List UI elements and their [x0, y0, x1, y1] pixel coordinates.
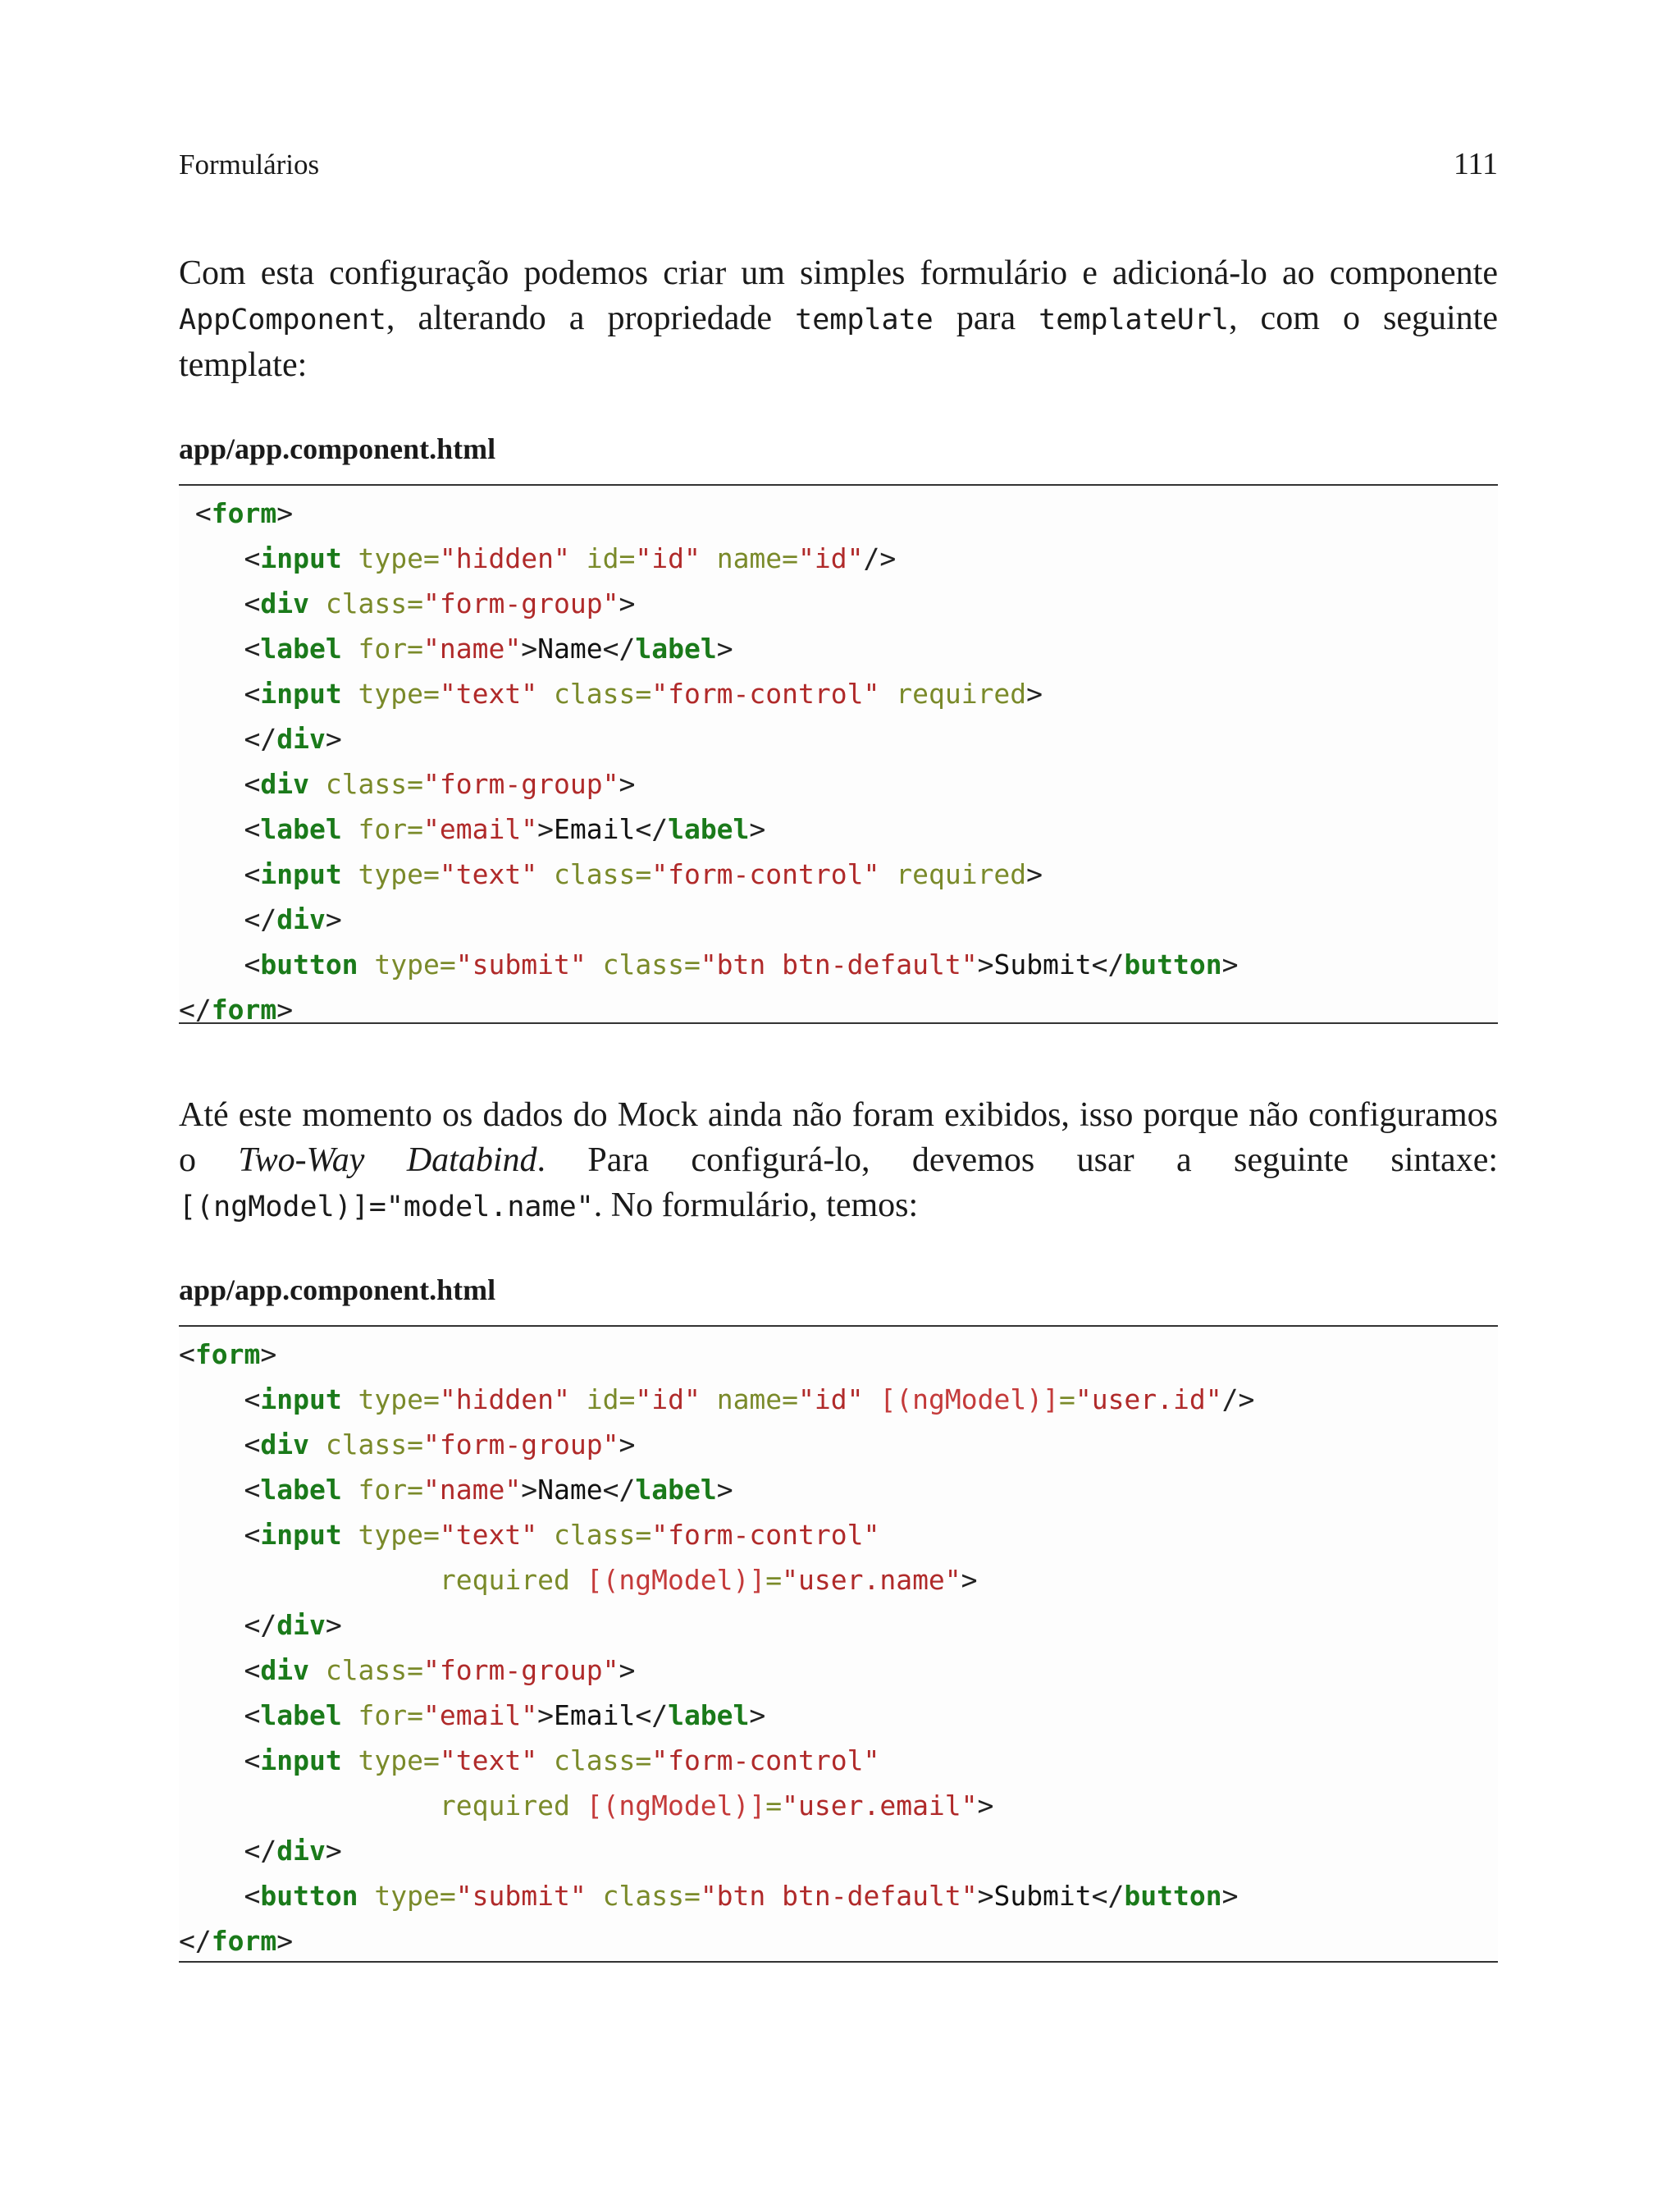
- intro-code-appcomponent: AppComponent: [179, 304, 386, 336]
- code-token: "submit": [455, 1880, 587, 1912]
- code-token: form: [194, 1338, 261, 1370]
- code-token: "email": [423, 1699, 538, 1731]
- code-token: >: [537, 813, 554, 845]
- code-token: </: [179, 1609, 277, 1641]
- code-token: <: [179, 678, 261, 710]
- code-token: input: [260, 542, 342, 574]
- code-token: =: [765, 1564, 783, 1596]
- code-token: "form-group": [423, 768, 619, 800]
- code-line: [179, 1783, 1498, 1828]
- code-token: input: [260, 858, 342, 890]
- code-token: div: [276, 1609, 326, 1641]
- code-token: label: [260, 1474, 342, 1506]
- code-token: div: [276, 903, 326, 935]
- code-token: <: [179, 1519, 261, 1551]
- code-line: [179, 626, 1498, 671]
- code-token: "name": [423, 633, 522, 665]
- code-line: [179, 1512, 1498, 1557]
- code-token: </: [635, 813, 669, 845]
- code-token: class=: [537, 858, 652, 890]
- code-token: type=: [358, 949, 456, 981]
- code-token: >: [1026, 858, 1043, 890]
- code-token: [(ngModel)]: [569, 1790, 766, 1822]
- code-token: <: [179, 1699, 261, 1731]
- code-token: <: [179, 542, 261, 574]
- code-token: button: [1124, 1880, 1222, 1912]
- code-token: >: [276, 1925, 294, 1957]
- running-head: [179, 146, 1498, 182]
- code-token: "btn btn-default": [700, 1880, 978, 1912]
- code-token: >: [716, 633, 733, 665]
- code-token: type=: [341, 858, 440, 890]
- code-token: class=: [537, 1744, 652, 1776]
- code-listing-2: [179, 1325, 1498, 1963]
- code-token: "form-group": [423, 587, 619, 619]
- intro-text-2: , alterando a propriedade: [386, 299, 796, 337]
- code-token: [(ngModel)]: [569, 1564, 766, 1596]
- code-token: button: [260, 949, 358, 981]
- code-line: [179, 1422, 1498, 1467]
- code-token: >: [749, 813, 766, 845]
- code-line: [179, 536, 1498, 581]
- code-token: Submit: [993, 949, 1092, 981]
- code-token: input: [260, 1744, 342, 1776]
- code-token: <: [179, 813, 261, 845]
- code-token: <: [179, 1880, 261, 1912]
- code-line: [179, 761, 1498, 807]
- code-token: "form-group": [423, 1654, 619, 1686]
- code-token: </: [179, 1925, 212, 1957]
- middle-text-2: . Para configurá-lo, devemos usar a seguinte sintaxe:: [536, 1141, 1499, 1179]
- code-token: >: [961, 1564, 978, 1596]
- code-token: type=: [341, 1519, 440, 1551]
- code-token: >: [749, 1699, 766, 1731]
- middle-text-1: Até este momento os dados do Mock ainda não foram exibidos, isso porque não configuramos o: [179, 1096, 1498, 1179]
- intro-code-templateurl: templateUrl: [1039, 304, 1229, 336]
- code-token: <: [179, 858, 261, 890]
- code-line: [179, 671, 1498, 716]
- code-token: "id": [798, 542, 864, 574]
- code-token: name=: [700, 1383, 799, 1415]
- code-token: </: [602, 633, 636, 665]
- code-token: button: [260, 1880, 358, 1912]
- code-token: class=: [308, 768, 424, 800]
- code-token: label: [635, 1474, 717, 1506]
- code-listing-1: [179, 484, 1498, 1024]
- code-line: [179, 1693, 1498, 1738]
- code-token: class=: [586, 949, 701, 981]
- code-token: >: [619, 768, 636, 800]
- code-token: input: [260, 1383, 342, 1415]
- code-token: <: [179, 1338, 195, 1370]
- code-token: [(ngModel)]: [863, 1383, 1059, 1415]
- code-token: >: [977, 1790, 994, 1822]
- code-line: [179, 1377, 1498, 1422]
- code-token: div: [276, 1835, 326, 1867]
- code-line: [179, 1602, 1498, 1648]
- code-token: </: [1091, 1880, 1125, 1912]
- code-token: label: [635, 633, 717, 665]
- code-token: required: [179, 1564, 570, 1596]
- code-token: >: [325, 723, 342, 755]
- intro-text-4: , com o seguinte template:: [179, 299, 1498, 384]
- code-token: type=: [358, 1880, 456, 1912]
- code-token: >: [276, 994, 294, 1026]
- code-token: "form-control": [651, 858, 880, 890]
- code-token: <: [179, 587, 261, 619]
- code-token: input: [260, 678, 342, 710]
- code-line: [179, 1873, 1498, 1918]
- code-token: <: [179, 497, 212, 529]
- code-token: type=: [341, 1383, 440, 1415]
- code-line: [179, 1738, 1498, 1783]
- code-line: [179, 942, 1498, 987]
- page-number: 111: [1453, 147, 1498, 181]
- code-token: <: [179, 1654, 261, 1686]
- code-line: [179, 1467, 1498, 1512]
- code-line: [179, 581, 1498, 626]
- code-token: type=: [341, 542, 440, 574]
- code-token: </: [602, 1474, 636, 1506]
- code-token: id=: [569, 542, 636, 574]
- code-token: "text": [439, 1519, 538, 1551]
- code-token: class=: [308, 1654, 424, 1686]
- code-token: "form-group": [423, 1428, 619, 1460]
- code-token: >: [619, 1654, 636, 1686]
- code-token: form: [211, 497, 277, 529]
- code-token: "hidden": [439, 542, 570, 574]
- code-token: Submit: [993, 1880, 1092, 1912]
- code-token: "text": [439, 858, 538, 890]
- code-token: type=: [341, 678, 440, 710]
- code-token: div: [260, 1654, 309, 1686]
- code-token: "id": [798, 1383, 864, 1415]
- code-token: "name": [423, 1474, 522, 1506]
- code-token: "hidden": [439, 1383, 570, 1415]
- code-token: />: [1221, 1383, 1255, 1415]
- code-token: </: [179, 903, 277, 935]
- code-line: [179, 1557, 1498, 1602]
- code-token: >: [619, 587, 636, 619]
- code-line: [179, 1828, 1498, 1873]
- code-token: </: [1091, 949, 1125, 981]
- code-line: [179, 491, 1498, 536]
- code-token: />: [863, 542, 897, 574]
- code-token: "user.email": [782, 1790, 978, 1822]
- code-token: for=: [341, 1699, 424, 1731]
- code-line: [179, 716, 1498, 761]
- code-token: "user.name": [782, 1564, 961, 1596]
- code-token: "id": [635, 1383, 701, 1415]
- code-line: [179, 897, 1498, 942]
- intro-code-template: template: [795, 304, 934, 336]
- code-token: <: [179, 1428, 261, 1460]
- code-token: >: [537, 1699, 554, 1731]
- code-token: label: [260, 633, 342, 665]
- code-token: for=: [341, 633, 424, 665]
- code-token: "user.id": [1075, 1383, 1222, 1415]
- code-line: [179, 1918, 1498, 1963]
- code-line: [179, 852, 1498, 897]
- code-token: >: [977, 1880, 994, 1912]
- code-token: >: [260, 1338, 277, 1370]
- code-token: <: [179, 1744, 261, 1776]
- code-line: [179, 1332, 1498, 1377]
- code-token: required: [879, 858, 1027, 890]
- code-token: class=: [537, 1519, 652, 1551]
- code-token: </: [635, 1699, 669, 1731]
- code-token: >: [716, 1474, 733, 1506]
- code-token: </: [179, 723, 277, 755]
- code-line: [179, 987, 1498, 1032]
- code-token: <: [179, 1474, 261, 1506]
- code-token: >: [1221, 949, 1239, 981]
- code-token: "btn btn-default": [700, 949, 978, 981]
- code-token: class=: [586, 1880, 701, 1912]
- code-token: >: [521, 1474, 538, 1506]
- code-token: required: [879, 678, 1027, 710]
- code-token: "email": [423, 813, 538, 845]
- intro-paragraph: [179, 251, 1498, 388]
- code-token: "id": [635, 542, 701, 574]
- code-token: input: [260, 1519, 342, 1551]
- code-token: >: [325, 1609, 342, 1641]
- code-token: "form-control": [651, 1744, 880, 1776]
- code-token: </: [179, 994, 212, 1026]
- listing-1-title: app/app.component.html: [179, 432, 496, 465]
- code-token: "form-control": [651, 678, 880, 710]
- code-token: class=: [537, 678, 652, 710]
- code-token: Name: [537, 1474, 603, 1506]
- code-token: class=: [308, 587, 424, 619]
- code-token: "form-control": [651, 1519, 880, 1551]
- code-token: label: [668, 813, 750, 845]
- code-token: class=: [308, 1428, 424, 1460]
- intro-text-1: Com esta configuração podemos criar um simples formulário e adicioná-lo ao componente: [179, 254, 1498, 292]
- code-token: >: [276, 497, 294, 529]
- intro-text-3: para: [933, 299, 1039, 337]
- code-token: button: [1124, 949, 1222, 981]
- code-token: form: [211, 994, 277, 1026]
- code-token: =: [765, 1790, 783, 1822]
- code-line: [179, 1648, 1498, 1693]
- code-token: for=: [341, 813, 424, 845]
- code-token: type=: [341, 1744, 440, 1776]
- code-token: >: [325, 903, 342, 935]
- code-token: div: [276, 723, 326, 755]
- code-token: label: [260, 813, 342, 845]
- code-token: Name: [537, 633, 603, 665]
- middle-code-ngmodel: [(ngModel)]="model.name": [179, 1191, 594, 1223]
- code-token: form: [211, 1925, 277, 1957]
- chapter-title: Formulários: [179, 149, 320, 181]
- code-token: <: [179, 1383, 261, 1415]
- code-token: label: [668, 1699, 750, 1731]
- code-token: >: [977, 949, 994, 981]
- middle-text-3: . No formulário, temos:: [593, 1186, 919, 1224]
- code-token: "text": [439, 678, 538, 710]
- code-token: required: [179, 1790, 570, 1822]
- code-token: <: [179, 633, 261, 665]
- code-token: "text": [439, 1744, 538, 1776]
- code-token: div: [260, 587, 309, 619]
- code-token: div: [260, 768, 309, 800]
- code-token: </: [179, 1835, 277, 1867]
- code-token: div: [260, 1428, 309, 1460]
- code-line: [179, 807, 1498, 852]
- code-token: label: [260, 1699, 342, 1731]
- code-token: >: [325, 1835, 342, 1867]
- middle-paragraph: [179, 1093, 1498, 1230]
- code-token: Email: [553, 813, 636, 845]
- middle-emphasis: Two-Way Databind: [238, 1141, 537, 1179]
- code-token: "submit": [455, 949, 587, 981]
- code-token: >: [619, 1428, 636, 1460]
- code-token: id=: [569, 1383, 636, 1415]
- code-token: <: [179, 768, 261, 800]
- code-token: >: [521, 633, 538, 665]
- code-token: >: [1221, 1880, 1239, 1912]
- code-token: <: [179, 949, 261, 981]
- listing-2-title: app/app.component.html: [179, 1273, 496, 1306]
- code-token: name=: [700, 542, 799, 574]
- code-token: =: [1058, 1383, 1075, 1415]
- code-token: Email: [553, 1699, 636, 1731]
- code-token: for=: [341, 1474, 424, 1506]
- code-token: >: [1026, 678, 1043, 710]
